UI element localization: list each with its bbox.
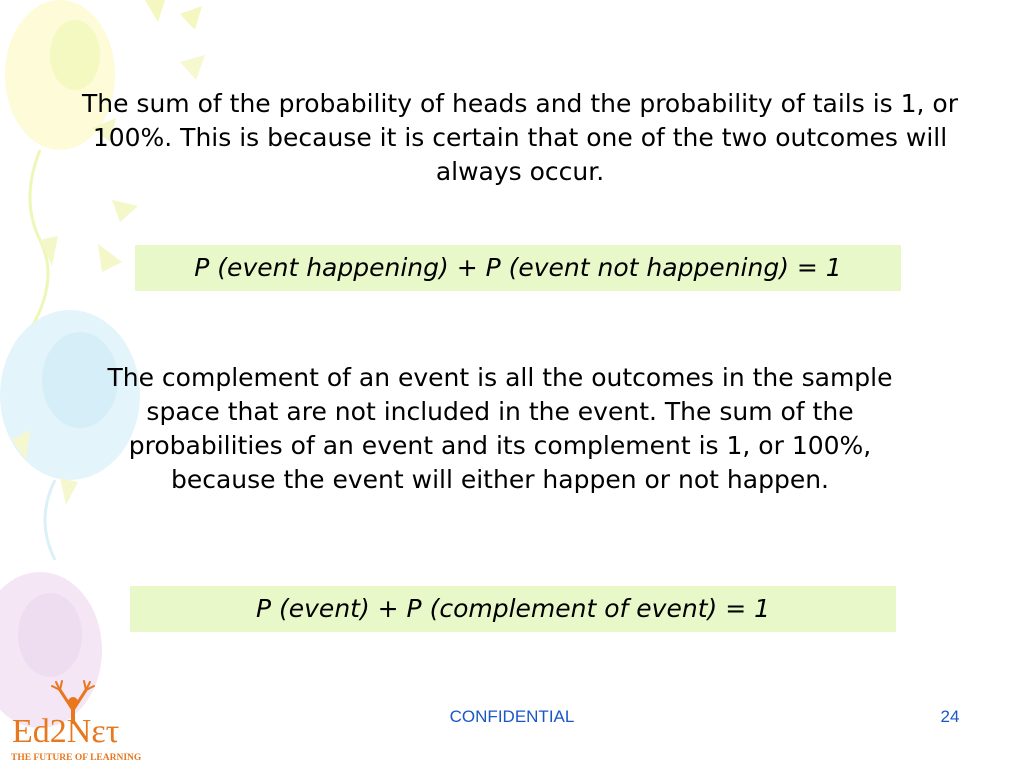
purple-balloon-highlight	[18, 593, 82, 677]
slide-page-number: 24	[940, 707, 960, 726]
ray-shape	[60, 478, 78, 505]
ed2net-logo	[8, 676, 168, 766]
formula-box-event-happening: P (event happening) + P (event not happening) = 1	[135, 245, 901, 291]
ray-shape	[98, 244, 122, 272]
logo-tagline: THE FUTURE OF LEARNING	[11, 753, 142, 763]
ray-shape	[180, 55, 205, 80]
ray-shape	[112, 200, 138, 222]
probability-sum-paragraph: The sum of the probability of heads and the probability of tails is 1, or 100%. This is because it is certain that one of the two outcomes will always occur.	[81, 89, 958, 186]
ray-shape	[40, 236, 58, 266]
yellow-balloon-highlight	[50, 20, 100, 90]
complement-definition-paragraph: The complement of an event is all the outcomes in the sample space that are not included in the event. The sum of the probabilities of an event and its complement is 1, or 100%, because the event will either happen or not happen.	[107, 363, 893, 494]
blue-balloon-string	[45, 480, 55, 560]
ray-shape	[145, 0, 165, 22]
logo-wordmark: Ed2Nετ	[12, 713, 120, 750]
footer-confidential-label: CONFIDENTIAL	[449, 707, 575, 726]
ray-shape	[180, 6, 202, 30]
formula-box-complement: P (event) + P (complement of event) = 1	[130, 586, 896, 632]
